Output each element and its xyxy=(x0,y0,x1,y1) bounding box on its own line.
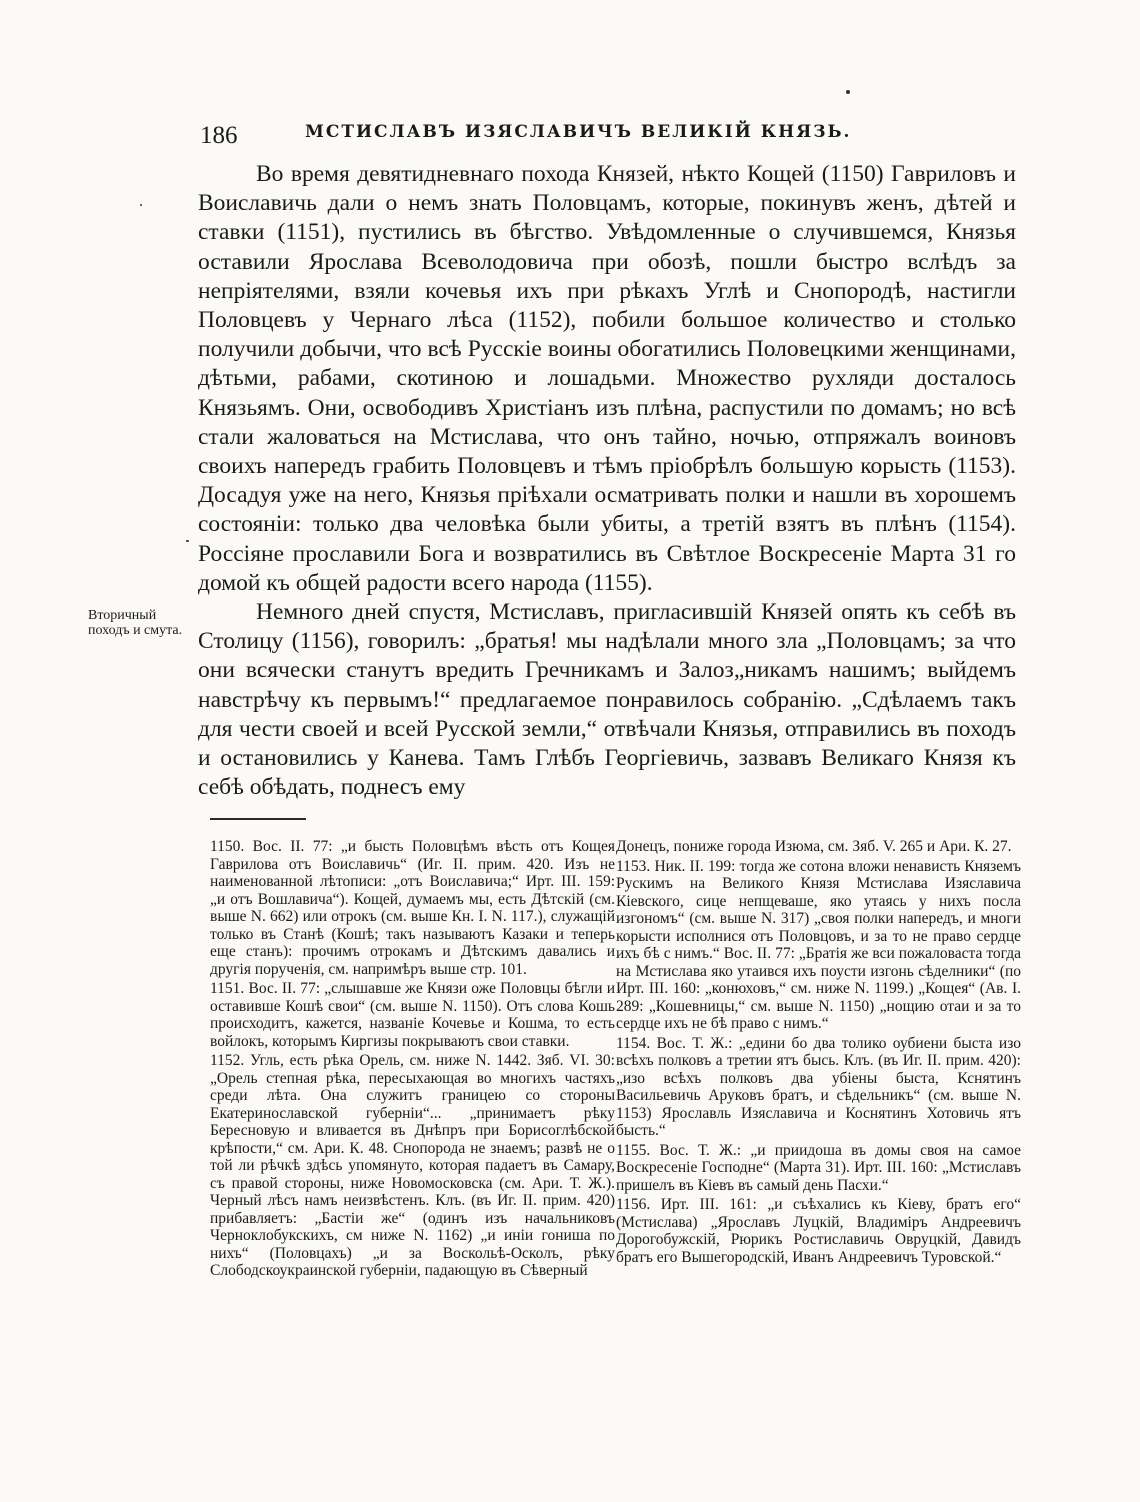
footnote: 1151. Вос. II. 77: „слышавше же Князи оже Половцы бѣгли и оставивше Кошѣ свои“ (см. выше N. 1150). Отъ слова Кошь происходитъ, кажется, названіе Кочевье и Кошма, то есть войлокъ, которымъ Киргизы покрываютъ свои ставки. xyxy=(210,980,615,1050)
main-text xyxy=(198,160,1016,802)
print-speck xyxy=(846,90,850,94)
marginal-note: Вторичный походъ и смута. xyxy=(88,608,183,638)
footnotes-left-column xyxy=(210,838,615,1282)
running-title: МСТИСЛАВЪ ИЗЯСЛАВИЧЪ ВЕЛИКІЙ КНЯЗЬ. xyxy=(305,122,852,142)
footnote: 1155. Вос. Т. Ж.: „и приидоша въ домы своя на самое Воскресеніе Господне“ (Марта 31). Ирт. III. 160: „Мстиславъ пришелъ въ Кіевъ въ самый день Пасхи.“ xyxy=(616,1141,1021,1194)
footnote-divider xyxy=(210,818,306,820)
footnote: Донецъ, пониже города Изюма, см. Зяб. V. 265 и Ари. К. 27. xyxy=(616,838,1012,855)
footnote: 1156. Ирт. III. 161: „и съѣхались къ Кіеву, братъ его“ (Мстислава) „Ярославъ Луцкій, Владиміръ Андреевичъ Дорогобужскій, Рюрикъ Ростиславичь Овруцкій, Давидъ братъ его Вышегородскій, Иванъ Андреевичъ Туровской.“ xyxy=(616,1196,1021,1266)
print-speck xyxy=(186,540,189,542)
footnote: 1150. Вос. II. 77: „и бысть Половцѣмъ вѣсть отъ Кощея Гаврилова отъ Воиславичь“ (Иг. II. прим. 420. Изъ не наименованной лѣтописи: „отъ Воиславича;“ Ирт. III. 159: „и отъ Вошлавича“). Кощей, думаемъ мы, есть Дѣтскій (см. выше N. 662) или отрокъ (см. выше Кн. I. N. 117.), служащій только въ Станѣ (Кошѣ; такъ называютъ Казаки и теперь еще станъ): прочимъ отрокамъ и Дѣтскимъ давались и другія порученія, см. напримѣръ выше стр. 101. xyxy=(210,838,615,978)
footnote: 1154. Вос. Т. Ж.: „едини бо два толико оубиени быста изо всѣхъ полковъ а третии ятъ бысь. Клъ. (въ Иг. II. прим. 420): „изо всѣхъ полковъ два убіены быста, Кснятинъ Васильевичь Аруковъ братъ, и сѣдельникъ“ (см. выше N. 1153) Ярославль Изяславича и Коснятинъ Хотовичь ятъ бысть.“ xyxy=(616,1034,1021,1139)
footnotes-right-column xyxy=(616,838,1021,1268)
footnote: 1153. Ник. II. 199: тогда же сотона вложи ненависть Княземъ Рускимъ на Великого Князя Мстислава Изяславича Кіевского, сице непщеваше, яко утаясь у нихъ посла изгономъ“ (см. выше N. 317) „своя полки напередъ, и многи корысти исполнися отъ Половцовъ, и за то не право сердце ихъ бѣ с нимъ.“ Вос. II. 77: „Братія же вси пожаловаста тогда на Мстислава яко утаився ихъ поусти изгонь сѣделники“ (по Ирт. III. 160: „конюховъ,“ см. ниже N. 1199.) „Кощея“ (Ав. I. 289: „Кошевницы,“ см. выше N. 1150) „нощию отаи и за то сердце ихъ не бѣ право с нимъ.“ xyxy=(616,857,1021,1032)
footnote: 1152. Угль, есть рѣка Орель, см. ниже N. 1442. Зяб. VI. 30: „Орель степная рѣка, пересыхающая во многихъ частяхъ среди лѣта. Она служитъ границею со стороны Екатеринославской губерніи“... „принимаетъ рѣку Бересновую и вливается въ Днѣпръ при Борисоглѣбской крѣпости,“ см. Ари. К. 48. Снопорода не знаемъ; развѣ не о той ли рѣчкѣ здѣсь упомянуто, которая падаетъ въ Самару, съ правой стороны, ниже Новомосковска (см. Ари. Т. Ж.). Черный лѣсъ намъ неизвѣстенъ. Клъ. (въ Иг. II. прим. 420) прибавляетъ: „Бастіи же“ (одинъ изъ начальниковъ Черноклобукскихъ, см ниже N. 1162) „и иніи гониша по нихъ“ (Половцахъ) „и за Воскольѣ-Осколъ, рѣку Слободскоукраинской губерніи, падающую въ Сѣверный xyxy=(210,1052,615,1279)
paragraph: Во время девятидневнаго похода Князей, нѣкто Кощей (1150) Гавриловъ и Воиславичь дали о немъ знать Половцамъ, которые, покинувъ женъ, дѣтей и ставки (1151), пустились въ бѣгство. Увѣдомленные о случившемся, Князья оставили Ярослава Всеволодовича при обозѣ, пошли быстро вслѣдъ за непріятелями, взяли кочевья ихъ при рѣкахъ Углѣ и Снопородѣ, настигли Половцевъ у Чернаго лѣса (1152), побили большое количество и столько получили добычи, что всѣ Русскіе воины обогатились Половецкими женщинами, дѣтьми, рабами, скотиною и лошадьми. Множество рухляди досталось Князьямъ. Они, освободивъ Христіанъ изъ плѣна, распустили по домамъ; но всѣ стали жаловаться на Мстислава, что онъ тайно, ночью, отпряжалъ воиновъ своихъ напередъ грабить Половцевъ и тѣмъ пріобрѣлъ большую корысть (1153). Досадуя уже на него, Князья пріѣхали осматривать полки и нашли въ хорошемъ состояніи: только два человѣка были убиты, а третій взятъ въ плѣнъ (1154). Россіяне прославили Бога и возвратились въ Свѣтлое Воскресеніе Марта 31 го домой къ общей радости всего народа (1155). xyxy=(198,161,1016,596)
page-number: 186 xyxy=(200,122,238,149)
paragraph: Немного дней спустя, Мстиславъ, пригласившій Князей опять къ себѣ въ Столицу (1156), говорилъ: „братья! мы надѣлали много зла „Половцамъ; за что они всячески станутъ вредить Гречникамъ и Залоз„никамъ нашимъ; выйдемъ навстрѣчу къ первымъ!“ предлагаемое понравилось собранію. „Сдѣлаемъ такъ для чести своей и всей Русской земли,“ отвѣчали Князья, отправились въ походъ и остановились у Канева. Тамъ Глѣбъ Георгіевичь, зазвавъ Великаго Князя къ себѣ обѣдать, поднесъ ему xyxy=(198,599,1016,801)
print-speck xyxy=(140,204,142,206)
